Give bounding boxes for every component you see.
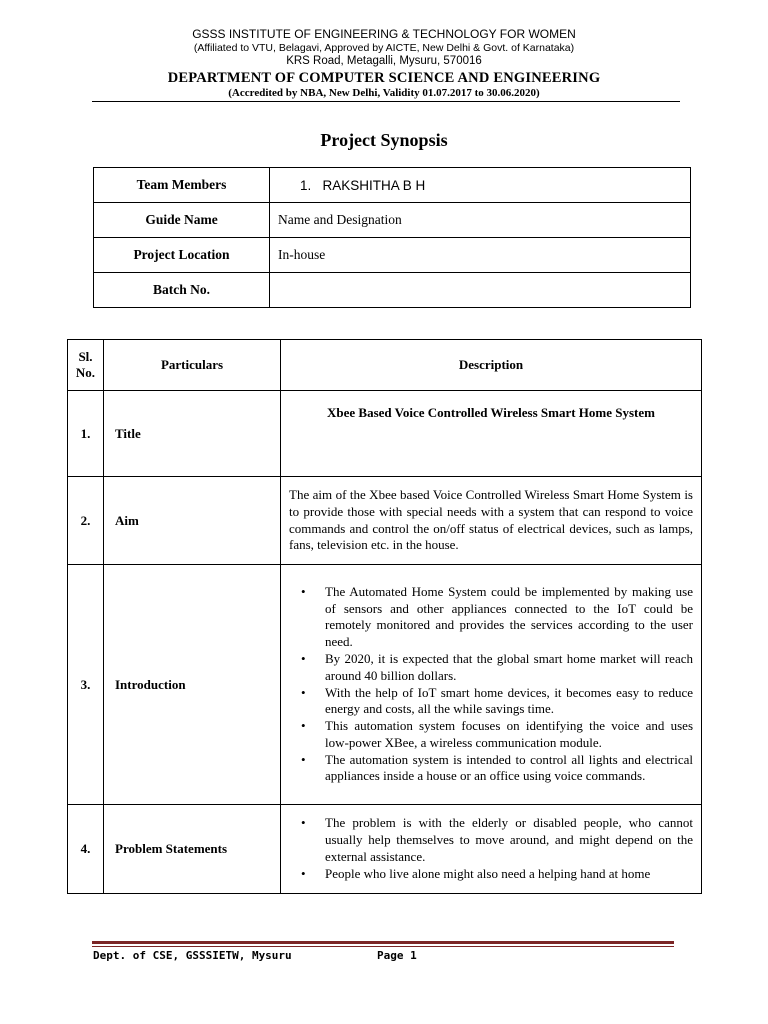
sl-no: 1.	[68, 391, 104, 477]
particular: Aim	[104, 477, 281, 565]
team-members-value: 1. RAKSHITHA B H	[270, 168, 691, 203]
list-item: • The problem is with the elderly or disabled people, who cannot usually help themselves to move around, and might depend on the external assistance.	[301, 815, 693, 864]
aim-description: The aim of the Xbee based Voice Controlled Wireless Smart Home System is to provide those with special needs with a system that can respond to voice commands and control the on/off status of electrical devices, such as lamps, fans, television etc. in the house.	[281, 477, 702, 565]
problem-list	[289, 815, 693, 882]
footer-department: Dept. of CSE, GSSSIETW, Mysuru	[93, 949, 292, 962]
list-item: • The Automated Home System could be implemented by making use of sensors and other appliances connected to the IoT could be remotely monitored and provides the services according to the user need.	[301, 583, 693, 650]
description-header: Description	[281, 340, 702, 391]
bullet-icon: •	[301, 583, 306, 599]
table-row	[94, 203, 691, 238]
department-name: DEPARTMENT OF COMPUTER SCIENCE AND ENGINEERING	[167, 70, 601, 86]
project-title: Xbee Based Voice Controlled Wireless Smart Home System	[281, 391, 702, 477]
sl-no: 2.	[68, 477, 104, 565]
list-item: • With the help of IoT smart home devices, it becomes easy to reduce energy and costs, all the while savings time.	[301, 684, 693, 717]
particular: Introduction	[104, 565, 281, 805]
list-item: • People who live alone might also need a helping hand at home	[301, 865, 651, 881]
sl-no: 3.	[68, 565, 104, 805]
table-row	[68, 391, 702, 477]
table-header-row	[68, 340, 702, 391]
footer-rule-thin	[92, 946, 674, 947]
bullet-icon: •	[301, 815, 306, 831]
accreditation-line: (Accredited by NBA, New Delhi, Validity 01.07.2017 to 30.06.2020)	[228, 87, 540, 99]
bullet-icon: •	[301, 751, 306, 767]
bullet-icon: •	[301, 718, 306, 734]
page-number: Page 1	[377, 949, 417, 962]
table-row	[94, 238, 691, 273]
project-info-table	[93, 167, 691, 308]
table-row	[94, 273, 691, 308]
sl-no-header: Sl. No.	[68, 340, 104, 391]
info-label: Batch No.	[94, 273, 270, 308]
page-title: Project Synopsis	[320, 130, 448, 150]
particular: Problem Statements	[104, 805, 281, 894]
project-location-value: In-house	[270, 238, 691, 273]
problem-description	[281, 805, 702, 894]
header-rule	[92, 101, 680, 102]
introduction-list	[289, 584, 693, 786]
bullet-icon: •	[301, 650, 306, 666]
info-label: Guide Name	[94, 203, 270, 238]
bullet-icon: •	[301, 865, 306, 881]
table-row	[68, 805, 702, 894]
bullet-icon: •	[301, 684, 306, 700]
batch-no-value	[270, 273, 691, 308]
guide-name-value: Name and Designation	[270, 203, 691, 238]
particular: Title	[104, 391, 281, 477]
info-label: Project Location	[94, 238, 270, 273]
affiliation-line: (Affiliated to VTU, Belagavi, Approved by AICTE, New Delhi & Govt. of Karnataka)	[193, 42, 575, 54]
address-line: KRS Road, Metagalli, Mysuru, 570016	[286, 55, 482, 67]
table-row	[68, 565, 702, 805]
footer-rule-thick	[92, 941, 674, 944]
particulars-header: Particulars	[104, 340, 281, 391]
introduction-description	[281, 565, 702, 805]
table-row	[68, 477, 702, 565]
synopsis-table	[67, 339, 702, 894]
table-row	[94, 168, 691, 203]
list-item: • The automation system is intended to control all lights and electrical appliances inside a house or an office using voice commands.	[301, 751, 693, 784]
list-item: • By 2020, it is expected that the global smart home market will reach around 40 billion dollars.	[301, 650, 693, 683]
info-label: Team Members	[94, 168, 270, 203]
list-item: • This automation system focuses on identifying the voice and uses low-power XBee, a wireless communication module.	[301, 718, 693, 750]
institute-name: GSSS INSTITUTE OF ENGINEERING & TECHNOLOGY FOR WOMEN	[192, 27, 576, 41]
sl-no: 4.	[68, 805, 104, 894]
